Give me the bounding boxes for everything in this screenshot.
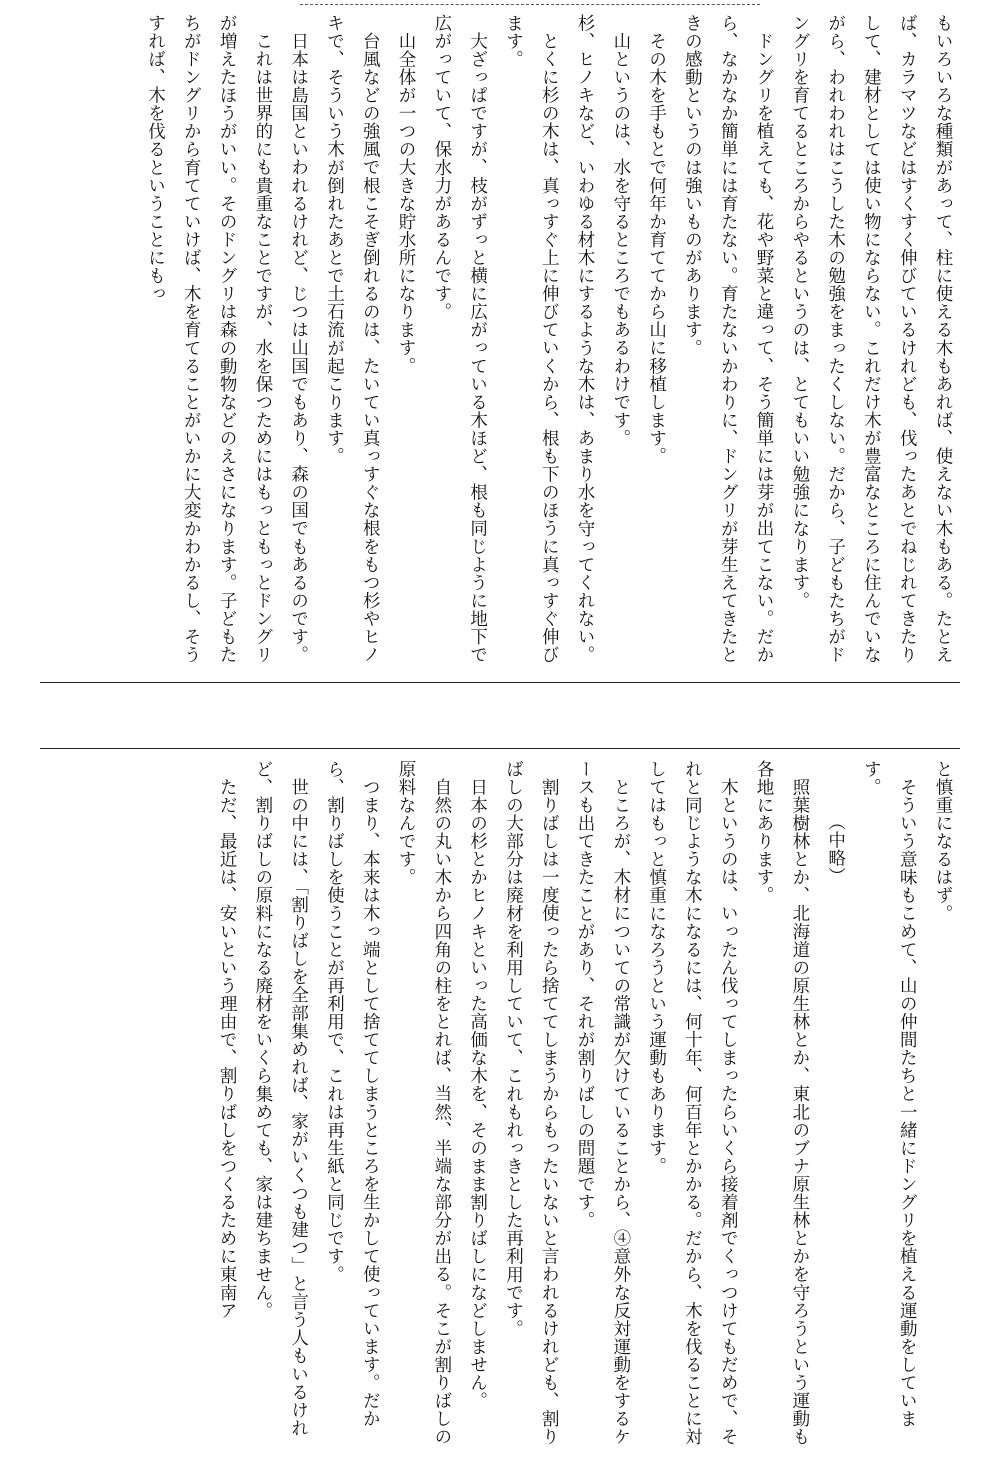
paragraph: 日本は島国といわれるけれど、じつは山国でもあり、森の国でもあるのです。 <box>288 31 309 664</box>
paragraph: 照葉樹林とか、北海道の原生林とか、東北のブナ原生林とかを守ろうという運動も各地にあります。 <box>754 760 810 1446</box>
paragraph: 木というのは、いったん伐ってしまったらいくら接着剤でくっつけてもだめで、それと同じような木になるには、何十年、何百年とかかる。だから、木を伐ることに対してはもっと慎重になろうという運動もあります。 <box>646 760 739 1446</box>
paragraph: 世の中には、「割りばしを全部集めれば、家がいくつも建つ」と言う人もいるけれど、割りばしの原料になる廃材をいくら集めても、家は建ちません。 <box>252 760 309 1437</box>
paragraph: 杉、ヒノキなど、いわゆる材木にするような木は、あまり水を守ってくれない。 <box>575 14 596 664</box>
top-edge-rule <box>300 4 760 5</box>
paragraph: 台風などの強風で根こそぎ倒れるのは、たいてい真っすぐな根をもつ杉やヒノキで、そういう木が倒れたあとで土石流が起こります。 <box>324 14 381 664</box>
upper-text-block <box>40 14 960 680</box>
paragraph: そういう意味もこめて、山の仲間たちと一緒にドングリを植える運動をしています。 <box>861 760 918 1428</box>
paragraph: 日本の杉とかヒノキといった高価な木を、そのまま割りばしになどしません。 <box>467 777 488 1410</box>
paragraph: ただ、最近は、安いという理由で、割りばしをつくるために東南ア <box>217 777 238 1319</box>
lower-text-block <box>40 760 960 1450</box>
paragraph: 山全体が一つの大きな貯水所になります。 <box>396 31 417 375</box>
paragraph: と慎重になるはず。 <box>933 760 953 923</box>
upper-vertical-text <box>40 14 960 680</box>
lower-vertical-text <box>40 760 960 1450</box>
paragraph: とくに杉の木は、真っすぐ上に伸びていくから、根も下のほうに真っすぐ伸びます。 <box>503 14 560 664</box>
upper-bottom-rule <box>40 682 960 683</box>
paragraph: これは世界的にも貴重なことですが、水を保つためにはもっともっとドングリが増えたほうがいい。そのドングリは森の動物などのえさになります。子どもたちがドングリから育てていけば、木を育てることがいかに大変かわかるし、そうすれば、木を伐るということにもっ <box>145 14 273 664</box>
paragraph: その木を手もとで何年か育ててから山に移植します。 <box>646 31 667 465</box>
lower-top-rule <box>40 748 960 749</box>
paragraph: 大ざっぱですが、枝がずっと横に広がっている木ほど、根も同じように地下で広がっていて、保水力があるんです。 <box>431 14 488 664</box>
paragraph: ドングリを植えても、花や野菜と違って、そう簡単には芽が出てこない。だから、なかなか簡単には育たない。育たないかわりに、ドングリが芽生えてきたときの感動というのは強いものがあります。 <box>682 14 775 664</box>
paragraph: 自然の丸い木から四角の柱をとれば、当然、半端な部分が出る。そこが割りばしの原料なんです。 <box>396 760 452 1446</box>
paragraph: つまり、本来は木っ端として捨ててしまうところを生かして使っています。だから、割りばしを使うことが再利用で、これは再生紙と同じです。 <box>324 760 381 1428</box>
paragraph: 山というのは、水を守るところでもあるわけです。 <box>610 31 631 447</box>
paragraph: もいろいろな種類があって、柱に使える木もあれば、使えない木もある。たとえば、カラマツなどはすくすく伸びているけれども、伐ったあとでねじれてきたりして、建材としては使い物にならない。これだけ木が豊富なところに住んでいながら、われわれはこうした木の勉強をまったくしない。だから、子どもたちがドングリを育てるところからやるというのは、とてもいい勉強になります。 <box>789 14 953 664</box>
paragraph: 割りばしは一度使ったら捨ててしまうからもったいないと言われるけれども、割りばしの大部分は廃材を利用していて、これもれっきとした再利用です。 <box>503 760 560 1446</box>
section-omission-mark: （中略） <box>825 812 846 885</box>
paragraph: ところが、木材についての常識が欠けていることから、④意外な反対運動をするケースも出てきたことがあり、それが割りばしの問題です。 <box>575 760 631 1446</box>
